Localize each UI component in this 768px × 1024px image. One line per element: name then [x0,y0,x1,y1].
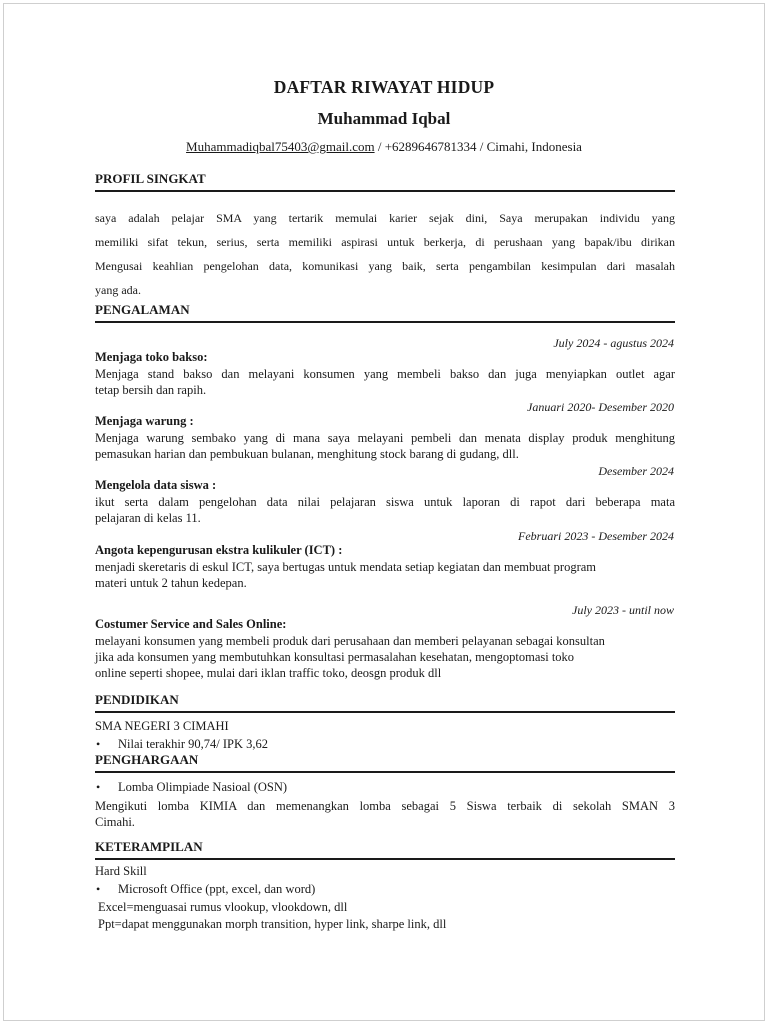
section-heading-profil: PROFIL SINGKAT [95,171,675,192]
award-line: Cimahi. [95,815,135,829]
bullet-icon: • [96,737,101,751]
award-description [95,798,675,830]
section-profil [95,171,675,192]
profil-line: saya adalah pelajar SMA yang tertarik memulai karier sejak dini, Saya merupakan individu yang [95,211,675,225]
bullet-icon: • [96,780,101,794]
experience-line: pelajaran di kelas 11. [95,511,201,525]
experience-title: Menjaga toko bakso: [95,350,208,364]
award-line: Mengikuti lomba KIMIA dan memenangkan lomba sebagai 5 Siswa terbaik di sekolah SMAN 3 [95,799,675,813]
bullet-icon: • [96,882,101,896]
experience-line: jika ada konsumen yang membutuhkan konsultasi permasalahan kesehatan, mengoptomasi toko [95,650,575,664]
experience-description [95,559,675,591]
document-title: DAFTAR RIWAYAT HIDUP [273,77,495,97]
experience-description [95,633,675,681]
experience-line: online seperti shopee, mulai dari iklan traffic toko, deosgn produk dll [95,666,442,680]
contact-line [0,139,768,155]
experience-title: Menjaga warung : [95,414,194,428]
school-name: SMA NEGERI 3 CIMAHI [95,719,229,733]
section-pengalaman [95,302,675,323]
skill-excel: Excel=menguasai rumus vlookup, vlookdown, dll [98,900,348,914]
experience-line: tetap bersih dan rapih. [95,383,207,397]
experience-date: July 2024 - agustus 2024 [553,336,674,350]
section-heading-pendidikan: PENDIDIKAN [95,692,675,713]
section-penghargaan [95,752,675,773]
section-keterampilan [95,839,675,860]
section-pendidikan [95,692,675,713]
section-heading-keterampilan: KETERAMPILAN [95,839,675,860]
person-name: Muhammad Iqbal [317,109,451,128]
experience-line: Menjaga stand bakso dan melayani konsumen yang membeli bakso dan juga menyiapkan outlet agar [95,367,675,381]
profil-line: Mengusai keahlian pengelohan data, komunikasi yang baik, serta pengambilan kesimpulan dari masalah [95,259,675,273]
experience-date: Januari 2020- Desember 2020 [527,400,674,414]
profil-line: memiliki sifat tekun, serius, serta memiliki aspirasi untuk berkerja, di perushaan yang bapak/ibu dirikan [95,235,675,249]
experience-line: menjadi skeretaris di eskul ICT, saya bertugas untuk mendata setiap kegiatan dan membuat program [95,560,597,574]
skill-subheading: Hard Skill [95,864,147,878]
section-heading-penghargaan: PENGHARGAAN [95,752,675,773]
email-link[interactable]: Muhammadiqbal75403@gmail.com [186,139,375,154]
experience-line: melayani konsumen yang membeli produk dari perusahaan dan memberi pelayanan sebagai konsultan [95,634,605,648]
skill-ppt: Ppt=dapat menggunakan morph transition, hyper link, sharpe link, dll [98,917,447,931]
experience-title: Mengelola data siswa : [95,478,217,492]
experience-line: materi untuk 2 tahun kedepan. [95,576,247,590]
experience-line: Menjaga warung sembako yang di mana saya melayani pembeli dan menata display produk menghitung [95,431,675,445]
experience-description [95,494,675,526]
section-heading-pengalaman: PENGALAMAN [95,302,675,323]
experience-date: July 2023 - until now [572,603,674,617]
contact-details: / +6289646781334 / Cimahi, Indonesia [374,139,582,154]
experience-date: Februari 2023 - Desember 2024 [518,529,674,543]
experience-title: Costumer Service and Sales Online: [95,617,287,631]
experience-description [95,430,675,462]
education-bullet: Nilai terakhir 90,74/ IPK 3,62 [118,737,268,751]
experience-line: pemasukan harian dan pembukuan bulanan, menghitung stock barang di gudang, dll. [95,447,519,461]
experience-date: Desember 2024 [598,464,674,478]
profil-paragraph [95,206,675,302]
profil-line: yang ada. [95,283,141,297]
experience-title: Angota kepengurusan ekstra kulikuler (ICT) : [95,543,343,557]
award-bullet: Lomba Olimpiade Nasioal (OSN) [118,780,288,794]
skill-bullet: Microsoft Office (ppt, excel, dan word) [118,882,316,896]
experience-description [95,366,675,398]
experience-line: ikut serta dalam pengelohan data nilai pelajaran siswa untuk laporan di rapot dari beberapa mata [95,495,675,509]
